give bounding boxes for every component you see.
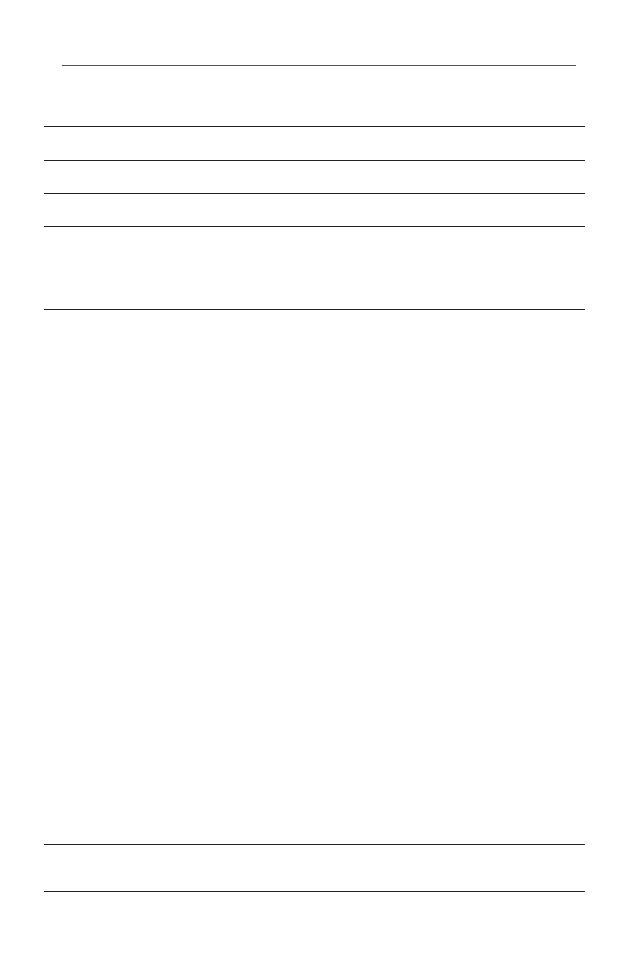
table-top-rule — [44, 126, 585, 127]
rule-after-class — [44, 160, 585, 161]
rule-after-circ — [44, 193, 585, 194]
rule-after-diam — [44, 226, 585, 227]
table-bottom-rule — [44, 844, 585, 845]
rule-after-heads — [44, 309, 585, 310]
header-rule — [62, 65, 576, 66]
legend-bottom-rule — [44, 891, 585, 892]
